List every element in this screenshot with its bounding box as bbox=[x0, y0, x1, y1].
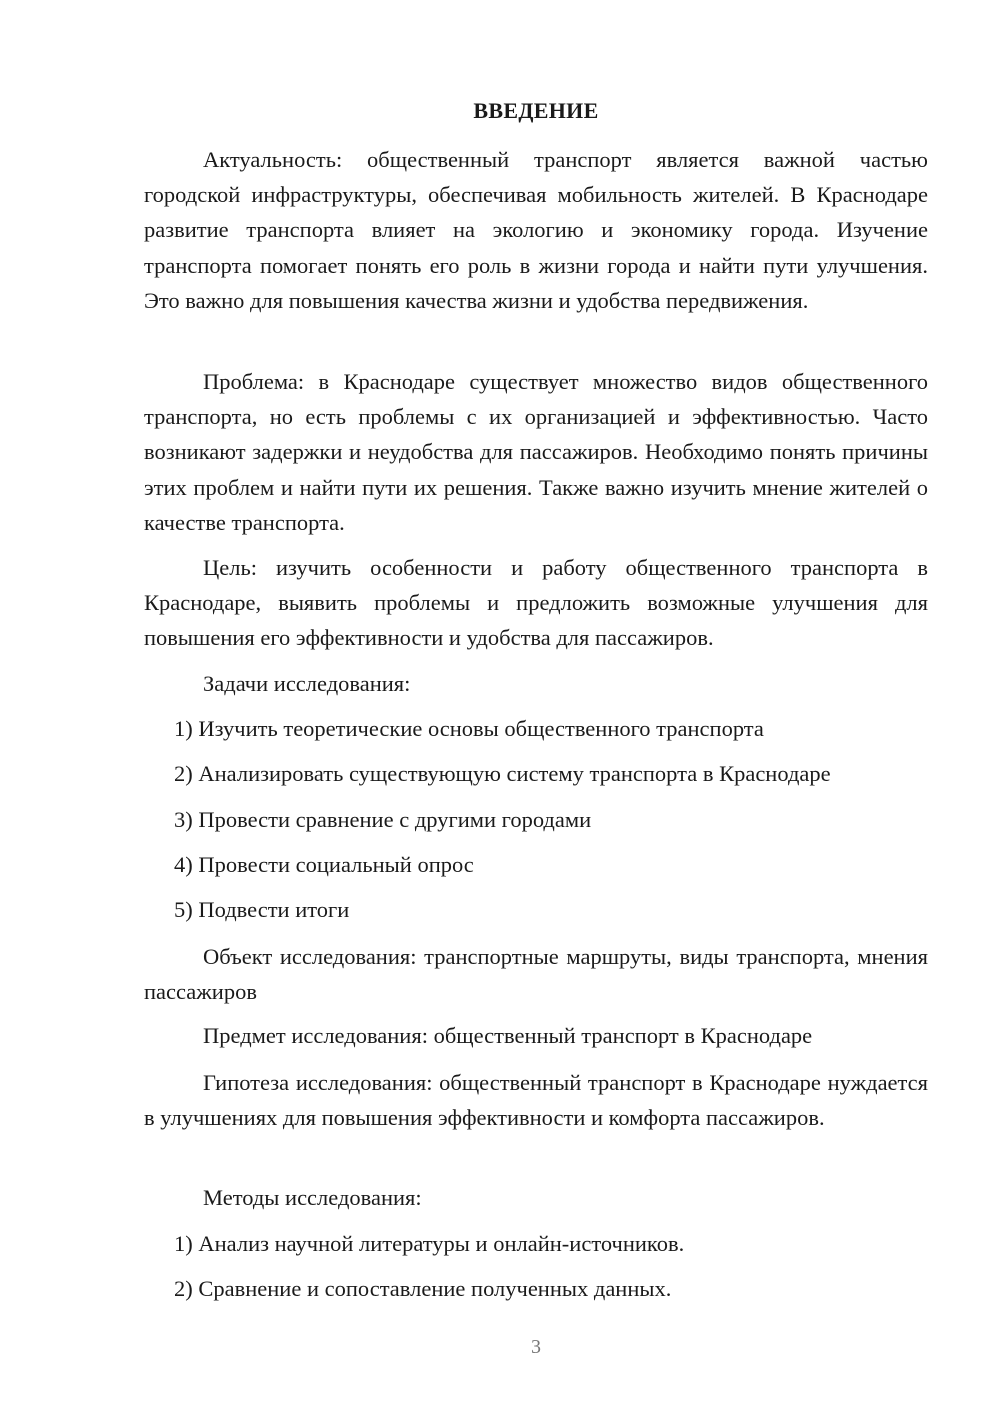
object-paragraph: Объект исследования: транспортные маршруты, виды транспорта, мнения пассажиров bbox=[144, 944, 928, 1005]
goal-paragraph: Цель: изучить особенности и работу общественного транспорта в Краснодаре, выявить проблемы и предложить возможные улучшения для повышения его эффективности и удобства для пассажиров. bbox=[144, 555, 928, 651]
methods-title: Методы исследования: bbox=[203, 1185, 422, 1210]
task-item: 5) Подвести итоги bbox=[174, 897, 350, 922]
tasks-title: Задачи исследования: bbox=[203, 671, 411, 696]
task-item: 1) Изучить теоретические основы общественного транспорта bbox=[174, 716, 764, 741]
page-title: ВВЕДЕНИЕ bbox=[473, 98, 599, 123]
relevance-paragraph: Актуальность: общественный транспорт является важной частью городской инфраструктуры, обеспечивая мобильность жителей. В Краснодаре развитие транспорта влияет на экологию и экономику города. Изучение транспорта помогает понять его роль в жизни города и найти пути улучшения. Это важно для повышения качества жизни и удобства передвижения. bbox=[144, 147, 928, 313]
task-item: 4) Провести социальный опрос bbox=[174, 852, 474, 877]
task-item: 3) Провести сравнение с другими городами bbox=[174, 807, 592, 832]
task-item: 2) Анализировать существующую систему транспорта в Краснодаре bbox=[174, 761, 831, 786]
problem-paragraph: Проблема: в Краснодаре существует множество видов общественного транспорта, но есть проблемы с их организацией и эффективностью. Часто возникают задержки и неудобства для пассажиров. Необходимо понять причины этих проблем и найти пути их решения. Также важно изучить мнение жителей о качестве транспорта. bbox=[144, 369, 928, 535]
method-item: 1) Анализ научной литературы и онлайн-источников. bbox=[174, 1231, 685, 1256]
page-number: 3 bbox=[531, 1336, 541, 1358]
subject-paragraph: Предмет исследования: общественный транспорт в Краснодаре bbox=[203, 1023, 813, 1048]
hypothesis-paragraph: Гипотеза исследования: общественный транспорт в Краснодаре нуждается в улучшениях для повышения эффективности и комфорта пассажиров. bbox=[144, 1070, 928, 1131]
method-item: 2) Сравнение и сопоставление полученных данных. bbox=[174, 1276, 672, 1301]
